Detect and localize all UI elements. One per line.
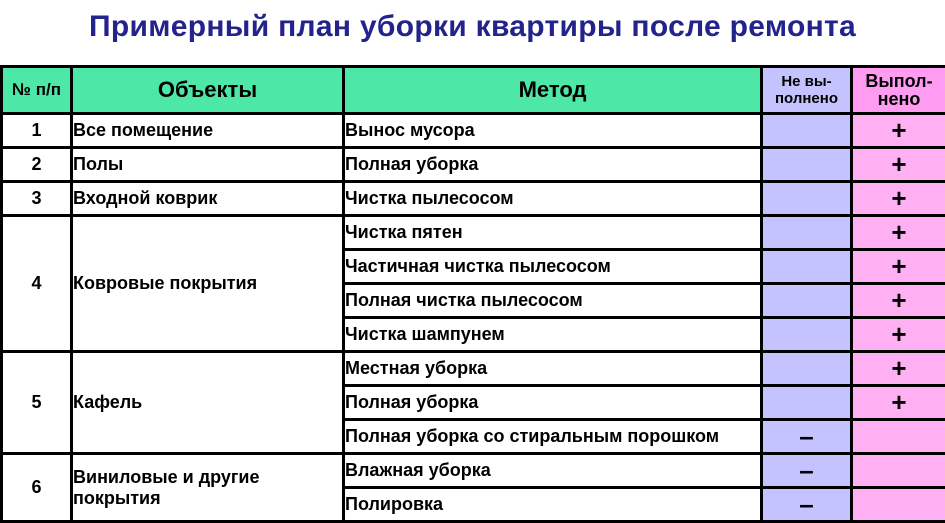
row-method: Частичная чистка пылесосом (344, 250, 762, 284)
not-done-cell: – (762, 420, 852, 454)
done-cell: + (852, 182, 945, 216)
row-num: 2 (2, 148, 72, 182)
not-done-cell: – (762, 488, 852, 522)
done-cell: + (852, 216, 945, 250)
not-done-cell (762, 250, 852, 284)
not-done-cell: – (762, 454, 852, 488)
done-cell: + (852, 284, 945, 318)
row-method: Полная чистка пылесосом (344, 284, 762, 318)
row-object: Кафель (72, 352, 344, 454)
row-num: 3 (2, 182, 72, 216)
done-cell: + (852, 114, 945, 148)
header-num: № п/п (2, 67, 72, 114)
row-method: Чистка пылесосом (344, 182, 762, 216)
not-done-cell (762, 386, 852, 420)
row-method: Местная уборка (344, 352, 762, 386)
not-done-cell (762, 318, 852, 352)
not-done-cell (762, 216, 852, 250)
cleaning-plan-table (0, 65, 945, 523)
row-object: Входной коврик (72, 182, 344, 216)
table-row (2, 148, 945, 182)
table-row (2, 352, 945, 386)
header-done: Выпол- нено (852, 67, 945, 114)
row-method: Полная уборка (344, 148, 762, 182)
row-method: Влажная уборка (344, 454, 762, 488)
row-num: 4 (2, 216, 72, 352)
header-objects: Объекты (72, 67, 344, 114)
row-method: Чистка шампунем (344, 318, 762, 352)
table-row (2, 182, 945, 216)
row-method: Чистка пятен (344, 216, 762, 250)
row-method: Полировка (344, 488, 762, 522)
row-object: Виниловые и другие покрытия (72, 454, 344, 522)
not-done-cell (762, 352, 852, 386)
done-cell: + (852, 386, 945, 420)
done-cell (852, 454, 945, 488)
row-method: Полная уборка со стиральным порошком (344, 420, 762, 454)
row-object: Ковровые покрытия (72, 216, 344, 352)
table-header-row (2, 67, 945, 114)
table-row (2, 454, 945, 488)
not-done-cell (762, 114, 852, 148)
not-done-cell (762, 182, 852, 216)
done-cell: + (852, 318, 945, 352)
row-method: Полная уборка (344, 386, 762, 420)
header-method: Метод (344, 67, 762, 114)
done-cell (852, 488, 945, 522)
done-cell: + (852, 352, 945, 386)
not-done-cell (762, 284, 852, 318)
table-row (2, 114, 945, 148)
done-cell: + (852, 148, 945, 182)
done-cell (852, 420, 945, 454)
row-object: Полы (72, 148, 344, 182)
not-done-cell (762, 148, 852, 182)
table-row (2, 216, 945, 250)
row-num: 6 (2, 454, 72, 522)
row-object: Все помещение (72, 114, 344, 148)
page-title: Примерный план уборки квартиры после ремонта (0, 10, 945, 44)
row-num: 1 (2, 114, 72, 148)
row-num: 5 (2, 352, 72, 454)
done-cell: + (852, 250, 945, 284)
header-not-done: Не вы- полнено (762, 67, 852, 114)
row-method: Вынос мусора (344, 114, 762, 148)
